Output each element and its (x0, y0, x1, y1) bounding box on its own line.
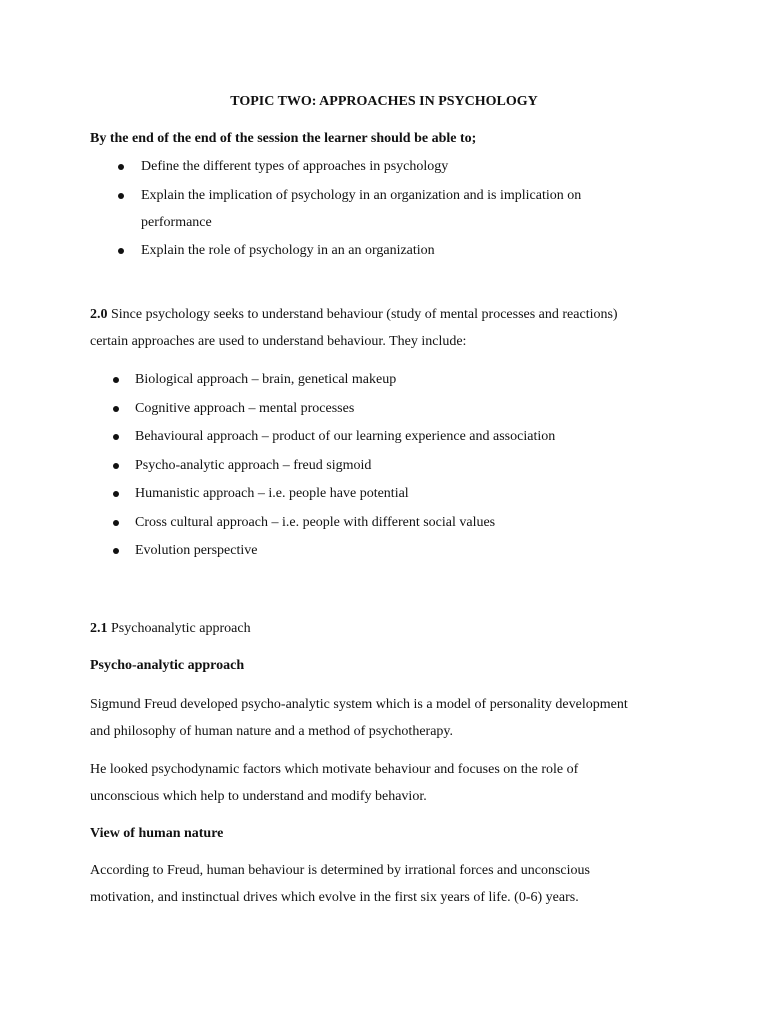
bullet-icon (118, 164, 124, 170)
approach-item: Evolution perspective (135, 543, 258, 558)
bullet-icon (113, 463, 119, 469)
objective-item-continuation: performance (141, 215, 212, 230)
section-label: Psychoanalytic approach (107, 621, 251, 636)
bullet-icon (113, 520, 119, 526)
paragraph-line: motivation, and instinctual drives which evolve in the first six years of life. (0-6) years. (90, 890, 579, 905)
paragraph-line: and philosophy of human nature and a method of psychotherapy. (90, 724, 454, 739)
subheading-psycho-analytic: Psycho-analytic approach (90, 658, 245, 673)
paragraph-line: He looked psychodynamic factors which motivate behaviour and focuses on the role of (90, 762, 579, 777)
objective-item: Explain the role of psychology in an an organization (141, 243, 435, 258)
bullet-icon (113, 377, 119, 383)
section-number: 2.0 (90, 307, 108, 322)
bullet-icon (113, 548, 119, 554)
bullet-icon (118, 248, 124, 254)
bullet-icon (113, 434, 119, 440)
section-2-0-line1 (90, 306, 618, 324)
section-2-1-heading (90, 620, 251, 638)
bullet-icon (113, 406, 119, 412)
approach-item: Cognitive approach – mental processes (135, 401, 355, 416)
approach-item: Humanistic approach – i.e. people have potential (135, 486, 409, 501)
section-number: 2.1 (90, 621, 108, 636)
page-title: TOPIC TWO: APPROACHES IN PSYCHOLOGY (230, 94, 538, 109)
subheading-view-of-human-nature: View of human nature (90, 826, 224, 841)
objectives-intro: By the end of the end of the session the learner should be able to; (90, 131, 477, 146)
paragraph-line: According to Freud, human behaviour is determined by irrational forces and unconscious (90, 863, 590, 878)
approach-item: Psycho-analytic approach – freud sigmoid (135, 458, 372, 473)
approach-item: Behavioural approach – product of our learning experience and association (135, 429, 556, 444)
bullet-icon (118, 193, 124, 199)
section-text: Since psychology seeks to understand behaviour (study of mental processes and reactions) (107, 307, 618, 322)
approach-item: Cross cultural approach – i.e. people with different social values (135, 515, 496, 530)
objective-item: Define the different types of approaches in psychology (141, 159, 449, 174)
paragraph-line: Sigmund Freud developed psycho-analytic system which is a model of personality development (90, 697, 628, 712)
approach-item: Biological approach – brain, genetical makeup (135, 372, 397, 387)
section-2-0-line2: certain approaches are used to understand behaviour. They include: (90, 334, 467, 349)
objective-item: Explain the implication of psychology in an organization and is implication on (141, 188, 582, 203)
bullet-icon (113, 491, 119, 497)
paragraph-line: unconscious which help to understand and modify behavior. (90, 789, 427, 804)
